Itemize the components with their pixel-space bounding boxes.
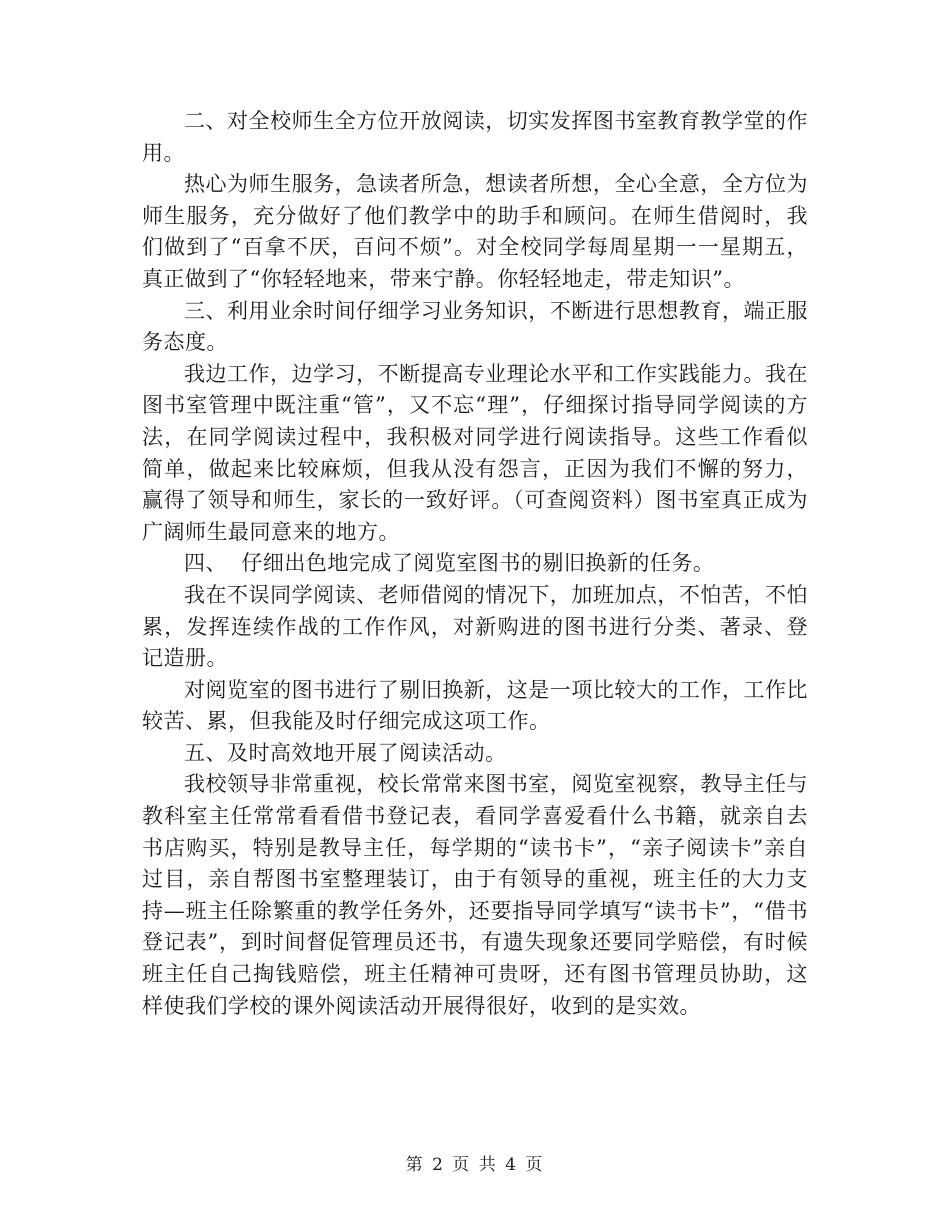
section-heading-5: 五、及时高效地开展了阅读活动。 [184,740,507,765]
page-number-footer: 第 2 页 共 4 页 [405,1155,545,1175]
body-paragraph: 我在不误同学阅读、老师借阅的情况下，加班加点，不怕苦，不怕累，发挥连续作战的工作作风，对新购进的图书进行分类、著录、登记造册。 [142,582,808,671]
body-paragraph: 我校领导非常重视，校长常常来图书室，阅览室视察，教导主任与教科室主任常常看看借书登记表，看同学喜爱看什么书籍，就亲自去书店购买，特别是教导主任，每学期的“读书卡”，“亲子阅读卡”亲自过目，亲自帮图书室整理装订，由于有领导的重视，班主任的大力支持—班主任除繁重的教学任务外，还要指导同学填写“读书卡”，“借书登记表”，到时间督促管理员还书，有遗失现象还要同学赔偿，有时候班主任自己掏钱赔偿，班主任精神可贵呀，还有图书管理员协助，这样使我们学校的课外阅读活动开展得很好，收到的是实效。 [142,772,808,1018]
body-paragraph: 热心为师生服务，急读者所急，想读者所想，全心全意，全方位为师生服务，充分做好了他们教学中的助手和顾问。在师生借阅时，我们做到了“百拿不厌，百问不烦”。对全校同学每周星期一一星期五，真正做到了“你轻轻地来，带来宁静。你轻轻地走，带走知识”。 [142,172,808,291]
section-heading-2: 二、对全校师生全方位开放阅读，切实发挥图书室教育教学堂的作用。 [142,109,808,165]
section-heading-4: 四、 仔细出色地完成了阅览室图书的剔旧换新的任务。 [184,551,715,576]
section-heading-3: 三、利用业余时间仔细学习业务知识，不断进行思想教育，端正服务态度。 [142,298,808,355]
body-paragraph: 我边工作，边学习，不断提高专业理论水平和工作实践能力。我在图书室管理中既注重“管”，又不忘“理”，仔细探讨指导同学阅读的方法，在同学阅读过程中，我积极对同学进行阅读指导。这些工作看似简单，做起来比较麻烦，但我从没有怨言，正因为我们不懈的努力，赢得了领导和师生，家长的一致好评。（可查阅资料）图书室真正成为广阔师生最同意来的地方。 [142,361,808,544]
body-paragraph: 对阅览室的图书进行了剔旧换新，这是一项比较大的工作，工作比较苦、累，但我能及时仔细完成这项工作。 [142,677,808,734]
document-body [142,106,808,1022]
